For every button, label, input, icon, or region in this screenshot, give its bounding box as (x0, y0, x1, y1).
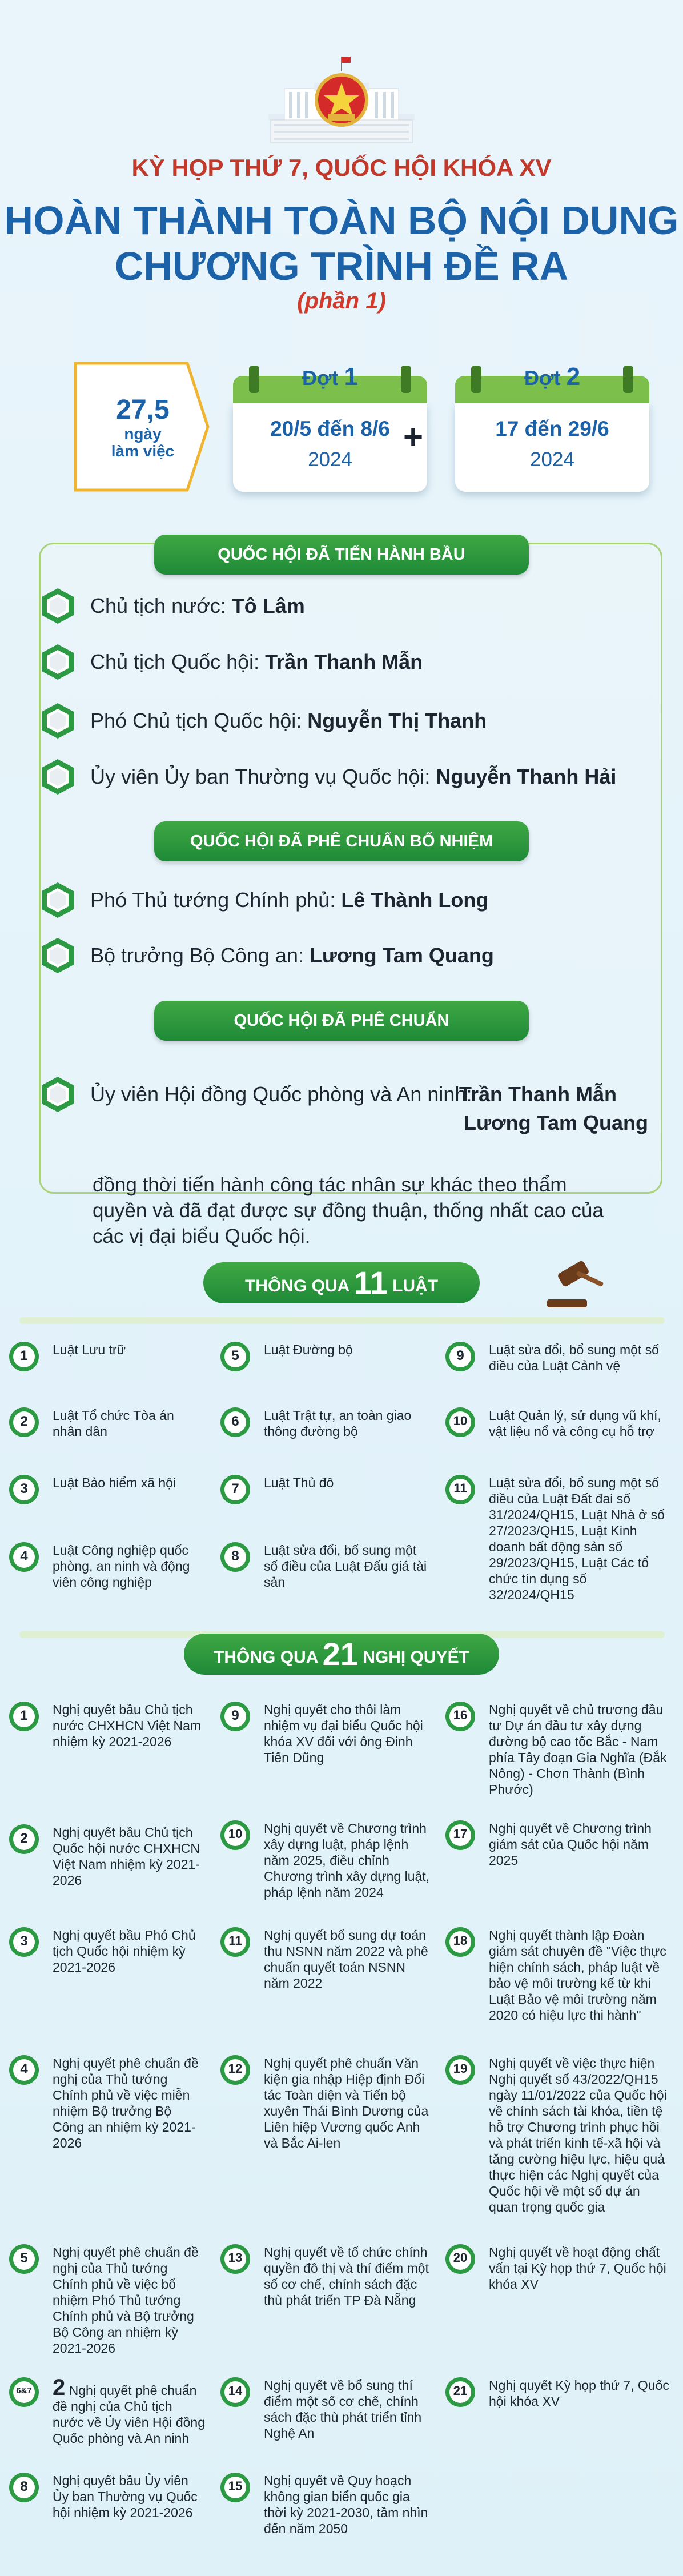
personnel-note: đồng thời tiến hành công tác nhân sự khác theo thẩm quyền và đã đạt được sự đồng thuận, thống nhất cao của các vị đại biểu Quốc hội. (93, 1174, 604, 1247)
law-item-text: Luật Công nghiệp quốc phòng, an ninh và động viên công nghiệp (53, 1543, 190, 1590)
resolution-item-text: Nghị quyết phê chuẩn Văn kiện gia nhập Hiệp định Đối tác Toàn diện và Tiến bộ xuyên Thái Bình Dương của Liên hiệp Vương quốc Anh và Bắc Ai-len (264, 2056, 429, 2150)
ratified-name-2: Lương Tam Quang (464, 1111, 648, 1134)
resolution-item-text: 2 Nghị quyết phê chuẩn đề nghị của Chủ tịch nước về Ủy viên Hội đồng Quốc phòng và An ninh (53, 2375, 205, 2446)
law-item-text: Luật Tổ chức Tòa án nhân dân (53, 1408, 174, 1439)
resolutions-banner: THÔNG QUA 21 NGHỊ QUYẾT (184, 1634, 499, 1675)
law-item-8 (219, 1541, 431, 1590)
hexagon-bullet-icon (40, 587, 75, 625)
laws-banner: THÔNG QUA 11 LUẬT (203, 1262, 480, 1303)
round-2-year: 2024 (530, 448, 574, 471)
calendar-round-2 (455, 363, 649, 494)
resolution-item-19 (444, 2054, 673, 2215)
hexagon-bullet-icon (40, 702, 75, 740)
resolution-item-21 (444, 2376, 673, 2409)
laws-count: 11 (353, 1265, 388, 1301)
law-item-11 (444, 1474, 673, 1603)
number-badge: 5 (8, 2243, 40, 2275)
days-label: làm việc (111, 442, 175, 460)
days-unit: ngày (124, 425, 162, 443)
number-badge: 6 (219, 1406, 251, 1438)
number-badge: 12 (219, 2054, 251, 2086)
number-badge: 21 (444, 2376, 476, 2408)
number-badge: 4 (8, 1541, 40, 1573)
law-item-text: Luật Trật tự, an toàn giao thông đường bộ (264, 1408, 412, 1439)
number-badge: 2 (8, 1406, 40, 1438)
number-badge: 14 (219, 2376, 251, 2408)
resolution-item-text: Nghị quyết về Quy hoạch không gian biển quốc gia thời kỳ 2021-2030, tầm nhìn đến năm 2050 (264, 2473, 428, 2536)
resolution-item-text: Nghị quyết cho thôi làm nhiệm vụ đại biểu Quốc hội khóa XV đối với ông Đinh Tiến Dũng (264, 1702, 423, 1765)
part-label: (phần 1) (297, 288, 386, 314)
election-item-1 (40, 585, 645, 627)
election-item-3 (40, 700, 645, 741)
law-item-text: Luật Thủ đô (264, 1475, 334, 1490)
law-item-5 (219, 1341, 431, 1373)
law-item-10 (444, 1406, 673, 1439)
hexagon-bullet-icon (40, 758, 75, 796)
hexagon-bullet-icon (40, 937, 75, 974)
number-badge: 16 (444, 1700, 476, 1732)
headline-line-2: CHƯƠNG TRÌNH ĐỀ RA (114, 244, 569, 288)
number-badge: 19 (444, 2054, 476, 2086)
number-badge: 20 (444, 2243, 476, 2275)
round-1-label: Đợt 1 (302, 363, 359, 391)
law-item-1 (8, 1341, 205, 1373)
resolution-item-text: Nghị quyết về tổ chức chính quyền đô thị và thí điểm một số cơ chế, chính sách đặc thù phát triển TP Đà Nẵng (264, 2245, 429, 2308)
round-1-year: 2024 (308, 448, 352, 471)
resolution-item-text: Nghị quyết về việc thực hiện Nghị quyết số 43/2022/QH15 ngày 11/01/2022 của Quốc hội về chính sách tài khóa, tiền tệ hỗ trợ Chương trình phục hồi và phát triển kinh tế-xã hội và tăng cường hiệu lực, hiệu quả thực hiện các Nghị quyết của Quốc hội về một số dự án quan trọng quốc gia (489, 2056, 667, 2214)
days-value: 27,5 (116, 395, 170, 425)
approval-item-2 (40, 935, 645, 976)
resolution-item-4 (8, 2054, 205, 2151)
resolution-item-1 (8, 1700, 205, 1750)
number-badge: 10 (219, 1819, 251, 1851)
resolutions-count: 21 (322, 1636, 358, 1672)
resolution-item-15 (219, 2471, 431, 2537)
law-item-text: Luật Đường bộ (264, 1342, 353, 1357)
resolution-item-text: Nghị quyết thành lập Đoàn giám sát chuyên đề "Việc thực hiện chính sách, pháp luật về bảo vệ môi trường kể từ khi Luật Bảo vệ môi trường năm 2020 có hiệu lực thi hành" (489, 1928, 666, 2023)
resolution-item-11 (219, 1926, 431, 1991)
hexagon-bullet-icon (40, 643, 75, 681)
session-kicker: KỲ HỌP THỨ 7, QUỐC HỘI KHÓA XV (131, 154, 552, 181)
law-item-7 (219, 1474, 431, 1506)
approval-item-text: Phó Thủ tướng Chính phủ: Lê Thành Long (90, 888, 489, 912)
number-badge: 6&7 (8, 2376, 40, 2408)
election-item-2 (40, 641, 645, 683)
resolution-item-text: Nghị quyết bầu Chủ tịch nước CHXHCN Việt Nam nhiệm kỳ 2021-2026 (53, 1702, 202, 1749)
number-badge: 13 (219, 2243, 251, 2275)
resolution-item-3 (8, 1926, 205, 1975)
resolution-item-text: Nghị quyết về chủ trương đầu tư Dự án đầu tư xây dựng đường bộ cao tốc Bắc - Nam phía Tây đoạn Gia Nghĩa (Đắk Nông) - Chơn Thành (Bình Phước) (489, 1702, 667, 1797)
law-item-text: Luật sửa đổi, bổ sung một số điều của Luật Đất đai số 31/2024/QH15, Luật Nhà ở số 27/2023/QH15, Luật Kinh doanh bất động sản số 29/2023/QH15, Luật Các tổ chức tín dụng số 32/2024/QH15 (489, 1475, 665, 1602)
resolution-item-9 (219, 1700, 431, 1766)
number-badge: 5 (219, 1341, 251, 1373)
resolution-item-text: Nghị quyết phê chuẩn đề nghị của Thủ tướng Chính phủ về việc miễn nhiệm Bộ trưởng Bộ Công an nhiệm kỳ 2021-2026 (53, 2056, 199, 2150)
law-item-9 (444, 1341, 673, 1374)
resolution-item-6-7 (8, 2376, 205, 2446)
resolution-item-13 (219, 2243, 431, 2308)
number-badge: 17 (444, 1819, 476, 1851)
number-badge: 1 (8, 1700, 40, 1732)
law-item-text: Luật sửa đổi, bổ sung một số điều của Luật Cảnh vệ (489, 1342, 659, 1373)
resolution-item-2 (8, 1823, 205, 1888)
law-item-text: Luật Bảo hiểm xã hội (53, 1475, 176, 1490)
resolution-item-20 (444, 2243, 673, 2292)
election-item-text: Ủy viên Ủy ban Thường vụ Quốc hội: Nguyễn Thanh Hải (90, 765, 617, 788)
resolution-item-8 (8, 2471, 205, 2521)
resolution-item-14 (219, 2376, 431, 2441)
number-badge: 18 (444, 1926, 476, 1958)
election-item-text: Phó Chủ tịch Quốc hội: Nguyễn Thị Thanh (90, 709, 487, 732)
law-item-2 (8, 1406, 205, 1439)
number-badge: 11 (444, 1474, 476, 1506)
number-badge: 9 (219, 1700, 251, 1732)
number-badge: 3 (8, 1926, 40, 1958)
calendar-round-1 (233, 363, 427, 494)
number-badge: 11 (219, 1926, 251, 1958)
resolution-item-text: Nghị quyết về Chương trình xây dựng luật, pháp lệnh năm 2025, điều chỉnh Chương trình xây dựng luật, pháp lệnh năm 2024 (264, 1821, 430, 1900)
number-badge: 1 (8, 1341, 40, 1373)
resolution-item-17 (444, 1819, 673, 1868)
resolution-item-text: Nghị quyết bầu Ủy viên Ủy ban Thường vụ Quốc hội nhiệm kỳ 2021-2026 (53, 2473, 198, 2520)
number-badge: 9 (444, 1341, 476, 1373)
plus-sign: + (403, 418, 424, 456)
resolution-item-12 (219, 2054, 431, 2151)
law-item-text: Luật Lưu trữ (53, 1342, 126, 1357)
law-item-text: Luật sửa đổi, bổ sung một số điều của Luật Đấu giá tài sản (264, 1543, 427, 1590)
number-badge: 10 (444, 1406, 476, 1438)
number-badge: 4 (8, 2054, 40, 2086)
resolution-item-18 (444, 1926, 673, 2023)
ratified-name-1: Trần Thanh Mẫn (459, 1082, 617, 1106)
election-item-4 (40, 756, 645, 797)
number-badge: 15 (219, 2471, 251, 2503)
round-2-dates: 17 đến 29/6 (495, 417, 609, 440)
resolution-item-10 (219, 1819, 431, 1900)
number-badge: 8 (8, 2471, 40, 2503)
hexagon-bullet-icon (40, 1076, 75, 1113)
resolution-item-text: Nghị quyết về bổ sung thí điểm một số cơ chế, chính sách đặc thù phát triển tỉnh Nghệ An (264, 2378, 422, 2441)
number-badge: 3 (8, 1474, 40, 1506)
laws-divider (19, 1317, 665, 1324)
working-days-text (100, 394, 186, 460)
law-item-3 (8, 1474, 205, 1506)
headline-line-1: HOÀN THÀNH TOÀN BỘ NỘI DUNG (4, 198, 679, 243)
resolution-item-text: Nghị quyết bầu Phó Chủ tịch Quốc hội nhiệm kỳ 2021-2026 (53, 1928, 196, 1975)
elections-banner: QUỐC HỘI ĐÃ TIẾN HÀNH BẦU (154, 535, 529, 575)
approval-item-1 (40, 880, 645, 921)
approval-item-text: Bộ trưởng Bộ Công an: Lương Tam Quang (90, 944, 494, 967)
election-item-text: Chủ tịch Quốc hội: Trần Thanh Mẫn (90, 650, 423, 673)
number-badge: 2 (8, 1823, 40, 1855)
resolution-item-text: Nghị quyết về Chương trình giám sát của Quốc hội năm 2025 (489, 1821, 652, 1868)
law-item-4 (8, 1541, 205, 1590)
election-item-text: Chủ tịch nước: Tô Lâm (90, 594, 305, 617)
national-assembly-emblem (268, 54, 415, 146)
number-badge: 7 (219, 1474, 251, 1506)
approvals-banner: QUỐC HỘI ĐÃ PHÊ CHUẨN BỔ NHIỆM (154, 821, 529, 861)
resolution-item-text: Nghị quyết về hoạt động chất vấn tại Kỳ họp thứ 7, Quốc hội khóa XV (489, 2245, 666, 2292)
ratified-role: Ủy viên Hội đồng Quốc phòng và An ninh: (90, 1082, 472, 1106)
gavel-icon (541, 1254, 610, 1311)
hexagon-bullet-icon (40, 881, 75, 919)
law-item-6 (219, 1406, 431, 1439)
ratified-banner: QUỐC HỘI ĐÃ PHÊ CHUẨN (154, 1001, 529, 1041)
resolution-item-16 (444, 1700, 673, 1797)
round-2-label: Đợt 2 (524, 363, 581, 391)
resolution-item-text: Nghị quyết bầu Chủ tịch Quốc hội nước CHXHCN Việt Nam nhiệm kỳ 2021-2026 (53, 1825, 200, 1888)
round-1-dates: 20/5 đến 8/6 (270, 417, 390, 440)
number-badge: 8 (219, 1541, 251, 1573)
law-item-text: Luật Quản lý, sử dụng vũ khí, vật liệu nổ và công cụ hỗ trợ (489, 1408, 661, 1439)
resolution-item-text: Nghị quyết bổ sung dự toán thu NSNN năm 2022 và phê chuẩn quyết toán NSNN năm 2022 (264, 1928, 428, 1991)
resolution-item-5 (8, 2243, 205, 2356)
resolution-item-text: Nghị quyết Kỳ họp thứ 7, Quốc hội khóa XV (489, 2378, 669, 2409)
resolution-item-text: Nghị quyết phê chuẩn đề nghị của Thủ tướng Chính phủ về việc bổ nhiệm Phó Thủ tướng Chính phủ và Bộ trưởng Bộ Công an nhiệm kỳ 2021-2026 (53, 2245, 199, 2356)
